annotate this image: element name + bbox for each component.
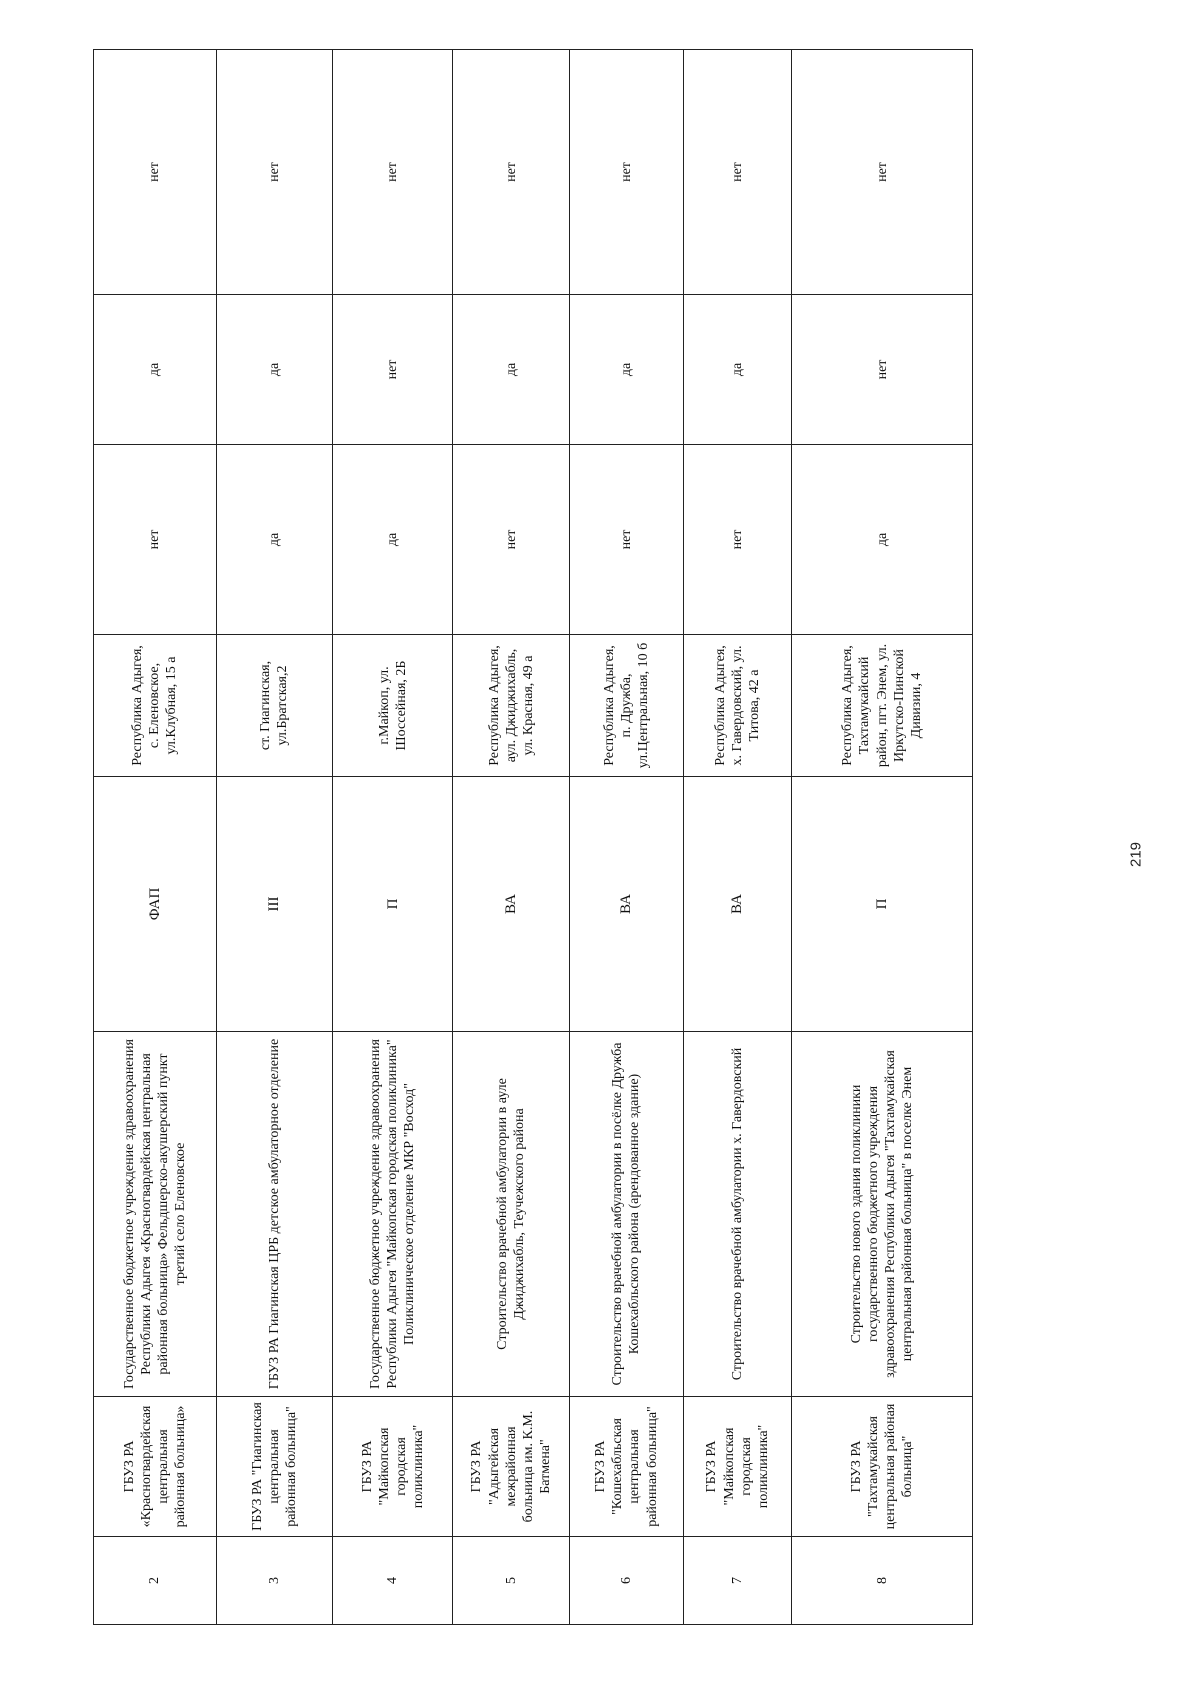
table-row	[684, 50, 792, 1625]
facility-type-cell: ВА	[453, 777, 569, 1032]
address-cell: Республика Адыгея, х. Гавердовский, ул. Титова, 42 а	[684, 635, 792, 777]
facility-type-cell: П	[792, 777, 973, 1032]
flag-cell-3: нет	[216, 50, 332, 295]
facility-type-cell: ФАП	[94, 777, 217, 1032]
address-cell: ст. Гиагинская, ул.Братская,2	[216, 635, 332, 777]
facilities-table	[93, 49, 973, 1625]
row-number: 6	[569, 1537, 683, 1625]
row-number: 7	[684, 1537, 792, 1625]
row-number: 8	[792, 1537, 973, 1625]
flag-cell-2: нет	[332, 295, 453, 445]
address-cell: Республика Адыгея, аул. Джиджихабль, ул. Красная, 49 а	[453, 635, 569, 777]
organization-cell: ГБУЗ РА "Майкопская городская поликлиника"	[332, 1397, 453, 1537]
facility-name-cell: Государственное бюджетное учреждение здравоохранения Республики Адыгея "Майкопская городская поликлиника" Поликлиническое отделение МКР "Восход"	[332, 1032, 453, 1397]
organization-cell: ГБУЗ РА "Гиагинская центральная районная больница"	[216, 1397, 332, 1537]
flag-cell-2: да	[216, 295, 332, 445]
table-row	[453, 50, 569, 1625]
flag-cell-2: да	[569, 295, 683, 445]
organization-cell: ГБУЗ РА «Красногвардейская центральная районная больница»	[94, 1397, 217, 1537]
flag-cell-3: нет	[792, 50, 973, 295]
flag-cell-1: да	[792, 445, 973, 635]
flag-cell-1: нет	[684, 445, 792, 635]
facility-name-cell: Строительство врачебной амбулатории в посёлке Дружба Кошехабльского района (арендованное здание)	[569, 1032, 683, 1397]
organization-cell: ГБУЗ РА "Тахтамукайская центральная районая больница"	[792, 1397, 973, 1537]
flag-cell-1: нет	[453, 445, 569, 635]
facility-name-cell: ГБУЗ РА Гиагинская ЦРБ детское амбулаторное отделение	[216, 1032, 332, 1397]
table-row	[332, 50, 453, 1625]
table-body	[94, 50, 973, 1625]
flag-cell-1: да	[216, 445, 332, 635]
facility-name-cell: Строительство нового здания поликлиники государственного бюджетного учреждения здравоохранения Республики Адыгея "Тахтамукайская центральная районная больница" в поселке Энем	[792, 1032, 973, 1397]
flag-cell-2: да	[684, 295, 792, 445]
table-row	[216, 50, 332, 1625]
flag-cell-3: нет	[569, 50, 683, 295]
address-cell: Республика Адыгея, Тахтамукайский район, пгт. Энем, ул. Иркутско-Пинской Дивизии, 4	[792, 635, 973, 777]
page-number: 219	[1127, 841, 1145, 868]
facility-name-cell: Строительство врачебной амбулатории в ауле Джиджихабль, Теучежского района	[453, 1032, 569, 1397]
flag-cell-2: да	[94, 295, 217, 445]
facility-type-cell: ВА	[569, 777, 683, 1032]
flag-cell-3: нет	[684, 50, 792, 295]
organization-cell: ГБУЗ РА "Кошехабльская центральная районная больница"	[569, 1397, 683, 1537]
flag-cell-3: нет	[332, 50, 453, 295]
row-number: 5	[453, 1537, 569, 1625]
facility-type-cell: III	[216, 777, 332, 1032]
flag-cell-1: нет	[94, 445, 217, 635]
table-row	[94, 50, 217, 1625]
table-row	[569, 50, 683, 1625]
address-cell: Республика Адыгея, п. Дружба, ул.Центральная, 10 б	[569, 635, 683, 777]
row-number: 3	[216, 1537, 332, 1625]
flag-cell-1: да	[332, 445, 453, 635]
flag-cell-3: нет	[453, 50, 569, 295]
address-cell: г.Майкоп, ул. Шоссейная, 2Б	[332, 635, 453, 777]
facility-name-cell: Государственное бюджетное учреждение здравоохранения Республики Адыгея «Красногвардейская центральная районная больница» Фельдшерско-акушерский пункт третий село Еленовское	[94, 1032, 217, 1397]
rotated-table-wrapper	[93, 50, 973, 1625]
organization-cell: ГБУЗ РА "Майкопская городская поликлиника"	[684, 1397, 792, 1537]
address-cell: Республика Адыгея, с. Еленовское, ул.Клубная, 15 а	[94, 635, 217, 777]
facility-name-cell: Строительство врачебной амбулатории х. Гавердовский	[684, 1032, 792, 1397]
facility-type-cell: П	[332, 777, 453, 1032]
facility-type-cell: ВА	[684, 777, 792, 1032]
flag-cell-2: нет	[792, 295, 973, 445]
flag-cell-2: да	[453, 295, 569, 445]
organization-cell: ГБУЗ РА "Адыгейская межрайонная больница им. К.М. Батмена"	[453, 1397, 569, 1537]
table-row	[792, 50, 973, 1625]
flag-cell-3: нет	[94, 50, 217, 295]
row-number: 2	[94, 1537, 217, 1625]
flag-cell-1: нет	[569, 445, 683, 635]
row-number: 4	[332, 1537, 453, 1625]
